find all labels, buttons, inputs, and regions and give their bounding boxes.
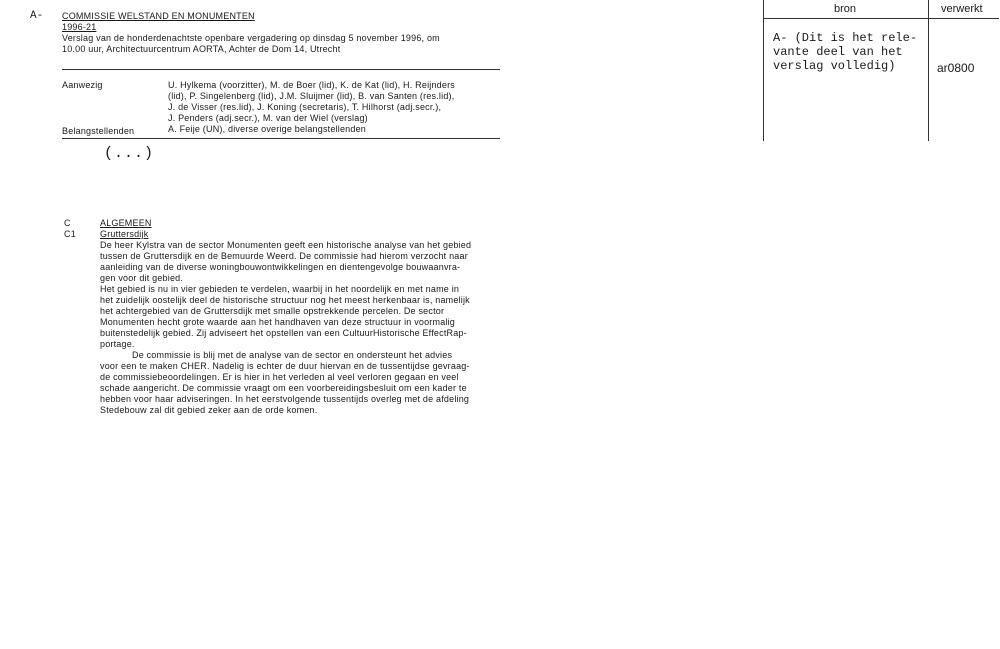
column-header-source: bron <box>834 3 857 15</box>
text-line: het zuidelijk oostelijk deel de historische structuur nog het meest herkenbaar is, namelijk <box>100 295 470 305</box>
text-line: buitenstedelijk gebied. Zij adviseert het opstellen van een CultuurHistorische EffectRap- <box>100 328 467 338</box>
omission-mark: (...) <box>104 145 155 162</box>
source-note <box>773 31 917 73</box>
text-line: De heer Kylstra van de sector Monumenten geeft een historische analyse van het gebied <box>100 240 472 250</box>
text-line: Monumenten hecht grote waarde aan het handhaven van deze structuur in voormalig <box>100 317 456 327</box>
text-line: gen voor dit gebied. <box>100 273 184 283</box>
document-number: 1996-21 <box>62 22 97 32</box>
note-line: A- (Dit is het rele- <box>773 31 918 45</box>
table-header-divider <box>763 18 999 19</box>
attendance-divider <box>62 138 500 139</box>
text-line: De commissie is blij met de analyse van de sector en ondersteunt het advies <box>132 350 453 360</box>
text-line: Het gebied is nu in vier gebieden te verdelen, waarbij in het noordelijk en met name in <box>100 284 460 294</box>
attendance-line: J. Penders (adj.secr.), M. van der Wiel (verslag) <box>168 113 368 123</box>
text-line: tussen de Gruttersdijk en de Bemuurde Weerd. De commissie had hierom verzocht naar <box>100 251 468 261</box>
subsection-code: C1 <box>64 229 76 239</box>
table-border-left <box>763 0 764 141</box>
present-label: Aanwezig <box>62 80 103 90</box>
paragraph-2 <box>100 284 520 350</box>
document-title: COMMISSIE WELSTAND EN MONUMENTEN <box>62 11 255 21</box>
note-line: verslag volledig) <box>773 59 896 73</box>
text-line: Stedebouw zal dit gebied zeker aan de orde komen. <box>100 405 318 415</box>
interested-label: Belangstellenden <box>62 126 135 136</box>
attendance-line: (lid), P. Singelenberg (lid), J.M. Sluijmer (lid), B. van Santen (res.lid), <box>168 91 455 101</box>
text-line: aanleiding van de diverse woningbouwontwikkelingen en dientengevolge bouwaanvra- <box>100 262 461 272</box>
section-body <box>100 240 520 416</box>
text-line: voor een te maken CHER. Nadelig is echter de duur hiervan en de tussentijdse gevraag- <box>100 361 470 371</box>
text-line: het achtergebied van de Gruttersdijk met smalle opstrekkende percelen. De sector <box>100 306 445 316</box>
column-header-processed: verwerkt <box>941 3 983 15</box>
paragraph-1 <box>100 240 520 284</box>
document-header <box>62 11 502 55</box>
text-line: schade aangericht. De commissie vraagt om een voorbereidingsbesluit om een kader te <box>100 383 467 393</box>
table-column-divider <box>928 0 929 141</box>
section-code: C <box>64 218 71 228</box>
attendance-list <box>168 80 500 135</box>
attendance-line: J. de Visser (res.lid), J. Koning (secretaris), T. Hilhorst (adj.secr.), <box>168 102 442 112</box>
header-line-1: Verslag van de honderdenachtste openbare vergadering op dinsdag 5 november 1996, om <box>62 33 440 43</box>
section-heading: ALGEMEEN <box>100 218 152 228</box>
archive-code: ar0800 <box>937 61 975 75</box>
paragraph-3 <box>100 350 520 416</box>
header-line-2: 10.00 uur, Architectuurcentrum AORTA, Achter de Dom 14, Utrecht <box>62 44 341 54</box>
subsection-heading: Gruttersdijk <box>100 229 149 239</box>
margin-mark: A- <box>30 10 44 22</box>
attendance-line: A. Feije (UN), diverse overige belangstellenden <box>168 124 366 134</box>
header-divider <box>62 69 500 70</box>
note-line: vante deel van het <box>773 45 903 59</box>
text-line: de commissiebeoordelingen. Er is hier in het verleden al veel verloren gegaan en veel <box>100 372 459 382</box>
source-table <box>762 0 1000 141</box>
text-line: portage. <box>100 339 135 349</box>
text-line: hebben voor haar adviseringen. In het eerstvolgende tussentijds overleg met de afdeling <box>100 394 470 404</box>
attendance-line: U. Hylkema (voorzitter), M. de Boer (lid), K. de Kat (lid), H. Reijnders <box>168 80 455 90</box>
